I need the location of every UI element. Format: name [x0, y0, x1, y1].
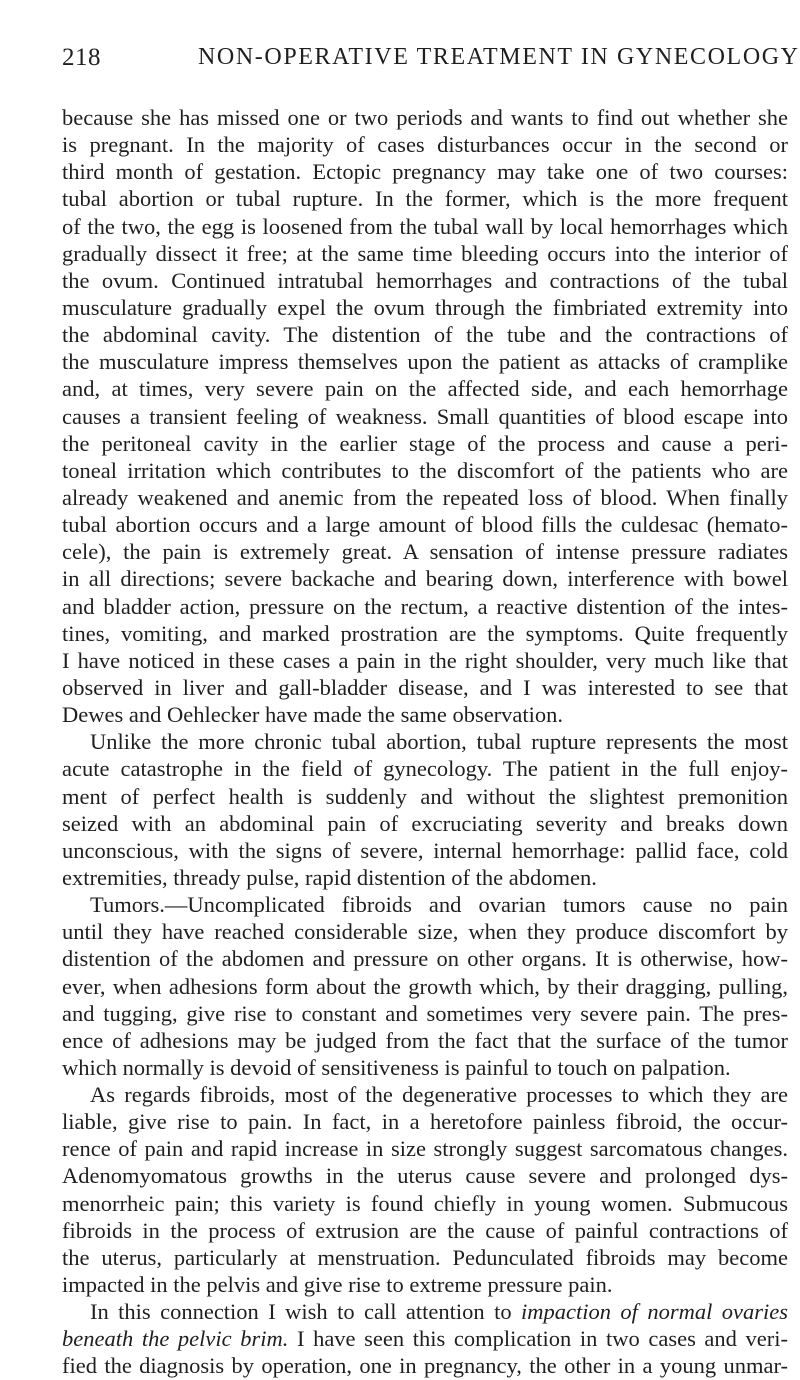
- text-line: liable, give rise to pain. In fact, in a heretofore painless fibroid, the occur-: [62, 1109, 788, 1135]
- text-line: tubal abortion occurs and a large amount of blood fills the culdesac (hemato-: [62, 512, 788, 538]
- text-line: in all directions; severe backache and bearing down, interference with bowel: [62, 566, 788, 592]
- text-line: cele), the pain is extremely great. A sensation of intense pressure radiates: [62, 539, 788, 565]
- italic-run: beneath the pelvic brim.: [62, 1326, 289, 1352]
- text-line: the uterus, particularly at menstruation. Pedunculated fibroids may become: [62, 1244, 788, 1270]
- text-line: the ovum. Continued intratubal hemorrhages and contractions of the tubal: [62, 267, 788, 293]
- text-line: because she has missed one or two periods and wants to find out whether she: [62, 105, 788, 130]
- text-line: the peritoneal cavity in the earlier stage of the process and cause a peri-: [62, 430, 788, 456]
- text-line: ence of adhesions may be judged from the fact that the surface of the tumor: [62, 1027, 788, 1053]
- text-line: fied the diagnosis by operation, one in pregnancy, the other in a young unmar-: [62, 1353, 788, 1379]
- text-line: which normally is devoid of sensitiveness is painful to touch on palpation.: [62, 1054, 731, 1080]
- text-line: tines, vomiting, and marked prostration are the symptoms. Quite frequently: [62, 620, 788, 646]
- body-text: [62, 104, 788, 1380]
- text-line: gradually dissect it free; at the same time bleeding occurs into the interior of: [62, 240, 788, 266]
- text-line: Tumors.—Uncomplicated fibroids and ovarian tumors cause no pain: [90, 892, 788, 918]
- text-line: causes a transient feeling of weakness. Small quantities of blood escape into: [62, 403, 788, 429]
- text-line: until they have reached considerable size, when they produce discomfort by: [62, 919, 788, 945]
- text-line: is pregnant. In the majority of cases disturbances occur in the second or: [62, 132, 788, 158]
- text-line: seized with an abdominal pain of excruciating severity and breaks down: [62, 810, 788, 836]
- text-line: third month of gestation. Ectopic pregnancy may take one of two courses:: [62, 159, 788, 185]
- text-line: toneal irritation which contributes to the discomfort of the patients who are: [62, 457, 788, 483]
- text-line: already weakened and anemic from the repeated loss of blood. When finally: [62, 484, 788, 510]
- text-line: I have noticed in these cases a pain in the right shoulder, very much like that: [62, 647, 788, 673]
- text-line: and tugging, give rise to constant and sometimes very severe pain. The pres-: [62, 1000, 788, 1026]
- text-line: ment of perfect health is suddenly and without the slightest premonition: [62, 783, 788, 809]
- text-line: menorrheic pain; this variety is found chiefly in young women. Submucous: [62, 1190, 788, 1216]
- running-head: [62, 44, 800, 84]
- text-line: rence of pain and rapid increase in size strongly suggest sarcomatous changes.: [62, 1136, 788, 1162]
- text-line: observed in liver and gall-bladder disease, and I was interested to see that: [62, 674, 788, 700]
- text-line-mixed: [62, 1325, 788, 1352]
- text-line: the abdominal cavity. The distention of the tube and the contractions of: [62, 322, 788, 348]
- text-line: Unlike the more chronic tubal abortion, tubal rupture represents the most: [90, 729, 788, 755]
- text-line: acute catastrophe in the field of gynecology. The patient in the full enjoy-: [62, 756, 788, 782]
- text-line: and, at times, very severe pain on the affected side, and each hemorrhage: [62, 376, 788, 402]
- text-run: In this connection I wish to call attention to: [90, 1299, 521, 1325]
- text-line-mixed: [62, 1298, 788, 1325]
- text-line: Dewes and Oehlecker have made the same observation.: [62, 702, 564, 728]
- running-title: NON-OPERATIVE TREATMENT IN GYNECOLOGY: [198, 44, 800, 70]
- text-line: distention of the abdomen and pressure on other organs. It is otherwise, how-: [62, 946, 788, 972]
- text-line: of the two, the egg is loosened from the tubal wall by local hemorrhages which: [62, 213, 788, 239]
- text-line: and bladder action, pressure on the rectum, a reactive distention of the intes-: [62, 593, 788, 619]
- text-line: As regards fibroids, most of the degenerative processes to which they are: [90, 1082, 788, 1108]
- text-line: fibroids in the process of extrusion are the cause of painful contractions of: [62, 1217, 788, 1243]
- text-line: unconscious, with the signs of severe, internal hemorrhage: pallid face, cold: [62, 837, 788, 863]
- text-line: extremities, thready pulse, rapid distention of the abdomen.: [62, 864, 597, 890]
- text-line: musculature gradually expel the ovum through the fimbriated extremity into: [62, 294, 788, 320]
- text-line: ever, when adhesions form about the growth which, by their dragging, pulling,: [62, 973, 788, 999]
- italic-run: impaction of normal ovaries: [521, 1299, 789, 1325]
- page-number: 218: [62, 44, 101, 71]
- text-line: the musculature impress themselves upon the patient as attacks of cramplike: [62, 349, 788, 375]
- text-line: impacted in the pelvis and give rise to extreme pressure pain.: [62, 1272, 613, 1298]
- text-line: Adenomyomatous growths in the uterus cause severe and prolonged dys-: [62, 1163, 788, 1189]
- text-run: I have seen this complication in two cases and veri-: [288, 1326, 788, 1352]
- text-line: tubal abortion or tubal rupture. In the former, which is the more frequent: [62, 186, 788, 212]
